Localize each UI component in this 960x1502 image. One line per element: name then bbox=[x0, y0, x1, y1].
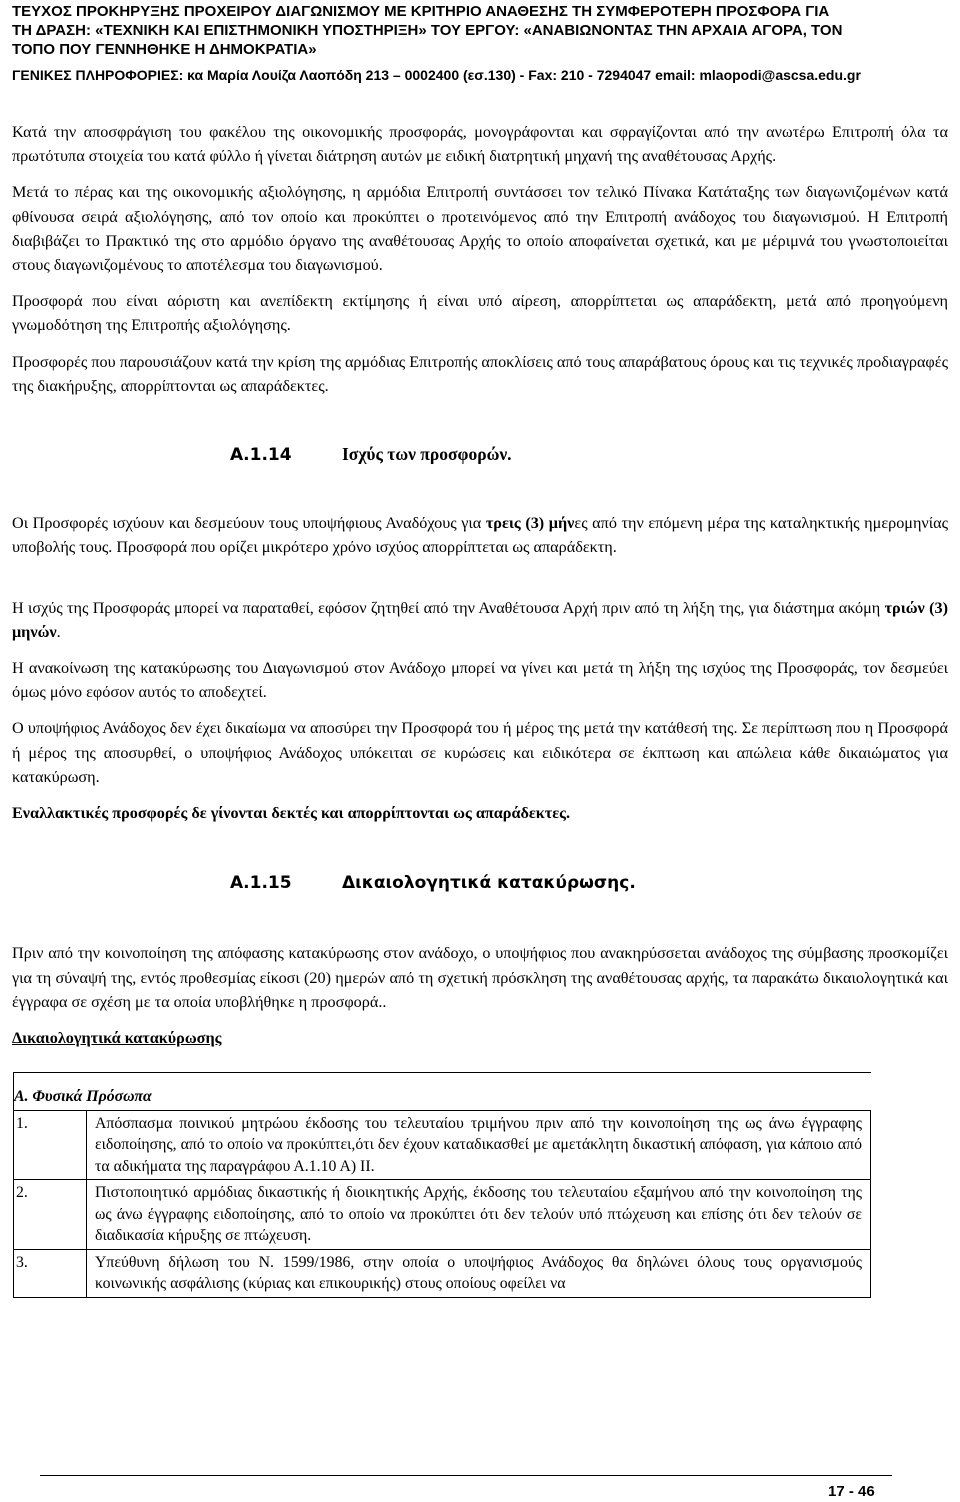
paragraph-bold: Εναλλακτικές προσφορές δε γίνονται δεκτές και απορρίπτονται ως απαράδεκτες. bbox=[12, 804, 571, 823]
section-number: Α.1.15 bbox=[230, 873, 292, 894]
table-row bbox=[14, 1180, 871, 1250]
paragraph: Πριν από την κοινοποίηση της απόφασης κατακύρωσης στον ανάδοχο, ο υποψήφιος που ανακηρύσσεται ανάδοχος της σύμβασης προσκομίζει για τη σύναψή της, εντός προθεσμίας είκοσι (20) ημερών από τη σχετική πρόσκληση της αναθέτουσας αρχής, τα παρακάτω δικαιολογητικά και έγγραφα σε σχέση με τα οποία υποβλήθηκε η προσφορά.. bbox=[12, 944, 948, 1011]
page-header bbox=[12, 2, 950, 85]
section-heading-a114 bbox=[12, 442, 948, 467]
section-number: Α.1.14 bbox=[230, 445, 292, 466]
paragraph bbox=[12, 596, 948, 644]
paragraph: Η ανακοίνωση της κατακύρωσης του Διαγωνισμού στον Ανάδοχο μπορεί να γίνει και μετά τη λήξη της ισχύος της Προσφοράς, τον δεσμεύει όμως μόνο εφόσον αυτός το αποδεχτεί. bbox=[12, 659, 948, 702]
section-title: Ισχύς των προσφορών. bbox=[342, 444, 512, 465]
row-text: Υπεύθυνη δήλωση του Ν. 1599/1986, στην οποία ο υποψήφιος Ανάδοχος θα δηλώνει όλους τους οργανισμούς κοινωνικής ασφάλισης (κύριας και επικουρικής) στους οποίους οφείλει να bbox=[87, 1249, 871, 1297]
documents-table bbox=[13, 1072, 871, 1298]
bold-text: τριών (3) μηνών bbox=[12, 598, 948, 641]
section-heading-a115 bbox=[12, 871, 948, 895]
table-heading: Α. Φυσικά Πρόσωπα bbox=[14, 1073, 871, 1111]
header-line-2: ΤΗ ΔΡΑΣΗ: «ΤΕΧΝΙΚΗ ΚΑΙ ΕΠΙΣΤΗΜΟΝΙΚΗ ΥΠΟΣΤΗΡΙΞΗ» ΤΟΥ ΕΡΓΟΥ: «ΑΝΑΒΙΩΝΟΝΤΑΣ ΤΗΝ ΑΡΧΑΙΑ ΑΓΟΡΑ, ΤΟΝ bbox=[12, 22, 843, 39]
page-number: 17 - 46 bbox=[828, 1483, 875, 1500]
table-row bbox=[14, 1249, 871, 1297]
text-run: Οι Προσφορές ισχύουν και δεσμεύουν τους υποψήφιους Αναδόχους για bbox=[12, 514, 486, 533]
row-number: 3. bbox=[14, 1249, 87, 1297]
text-run: . bbox=[56, 622, 61, 641]
paragraph bbox=[12, 511, 948, 559]
paragraph: Προσφορές που παρουσιάζουν κατά την κρίση της αρμόδιας Επιτροπής αποκλίσεις από τους απαράβατους όρους και τις τεχνικές προδιαγραφές της διακήρυξης, απορρίπτονται ως απαράδεκτες. bbox=[12, 352, 948, 395]
row-number: 1. bbox=[14, 1110, 87, 1180]
header-line-1: ΤΕΥΧΟΣ ΠΡΟΚΗΡΥΞΗΣ ΠΡΟΧΕΙΡΟΥ ΔΙΑΓΩΝΙΣΜΟΥ ΜΕ ΚΡΙΤΗΡΙΟ ΑΝΑΘΕΣΗΣ ΤΗ ΣΥΜΦΕΡΟΤΕΡΗ ΠΡΟΣΦΟΡΑ ΓΙΑ bbox=[12, 3, 830, 20]
section-title: Δικαιολογητικά κατακύρωσης. bbox=[342, 873, 636, 894]
table-header-row bbox=[14, 1073, 871, 1111]
paragraph: Κατά την αποσφράγιση του φακέλου της οικονομικής προσφοράς, μονογράφονται και σφραγίζονται από την ανωτέρω Επιτροπή όλα τα πρωτότυπα στοιχεία του κατά φύλλο ή γίνεται διάτρηση αυτών με ειδική διατρητική μηχανή της αναθέτουσας Αρχής. bbox=[12, 123, 948, 166]
text-run: Η ισχύς της Προσφοράς μπορεί να παραταθεί, εφόσον ζητηθεί από την Αναθέτουσα Αρχή πριν από τη λήξη της, για διάστημα ακόμη bbox=[12, 598, 885, 617]
text-run: ες από την επόμενη μέρα της καταληκτικής ημερομηνίας υποβολής τους. Προσφορά που ορίζει μικρότερο χρόνο ισχύος απορρίπτεται ως απαράδεκτη. bbox=[12, 514, 949, 557]
header-line-3: ΤΟΠΟ ΠΟΥ ΓΕΝΝΗΘΗΚΕ Η ΔΗΜΟΚΡΑΤΙΑ» bbox=[12, 41, 317, 58]
paragraph: Μετά το πέρας και της οικονομικής αξιολόγησης, η αρμόδια Επιτροπή συντάσσει τον τελικό Πίνακα Κατάταξης των διαγωνιζομένων κατά φθίνουσα σειρά αξιολόγησης, από τον οποίο και προκύπτει ο προτεινόμενος από την Επιτροπή ανάδοχος του διαγωνισμού. Η Επιτροπή διαβιβάζει το Πρακτικό της στο αρμόδιο όργανο της αναθέτουσας Αρχής το οποίο αποφαίνεται σχετικά, και με μέριμνά του γνωστοποιείται στους διαγωνιζομένους το αποτέλεσμα του διαγωνισμού. bbox=[12, 183, 948, 275]
row-text: Απόσπασμα ποινικού μητρώου έκδοσης του τελευταίου τριμήνου πριν από την κοινοποίηση της ως άνω έγγραφης ειδοποίησης, από το οποίο να προκύπτει,ότι δεν έχουν καταδικασθεί με αμετάκλητη δικαστική απόφαση, για κάποιο από τα αδικήματα της παραγράφου Α.1.10 Α) ΙΙ. bbox=[87, 1110, 871, 1180]
document-body bbox=[12, 120, 948, 1298]
paragraph: Ο υποψήφιος Ανάδοχος δεν έχει δικαίωμα να αποσύρει την Προσφορά του ή μέρος της μετά την κατάθεσή της. Σε περίπτωση που η Προσφορά ή μέρος της αποσυρθεί, ο υποψήφιος Ανάδοχος υπόκειται σε κυρώσεις και ειδικότερα σε έκπτωση και απώλεια κάθε δικαιώματος για κατακύρωση. bbox=[12, 719, 948, 786]
row-number: 2. bbox=[14, 1180, 87, 1250]
bold-text: τρεις (3) μήν bbox=[485, 514, 575, 533]
row-text: Πιστοποιητικό αρμόδιας δικαστικής ή διοικητικής Αρχής, έκδοσης του τελευταίου εξαμήνου από την κοινοποίηση της ως άνω έγγραφης ειδοποίησης, από το οποίο να προκύπτει ότι δεν τελούν υπό πτώχευση και επίσης ότι δεν τελούν σε διαδικασία κήρυξης σε πτώχευση. bbox=[87, 1180, 871, 1250]
header-contact-info: ΓΕΝΙΚΕΣ ΠΛΗΡΟΦΟΡΙΕΣ: κα Μαρία Λουίζα Λαοπόδη 213 – 0002400 (εσ.130) - Fax: 210 - 7294047 email: mlaopodi@ascsa.edu.gr bbox=[12, 67, 861, 83]
subheading: Δικαιολογητικά κατακύρωσης bbox=[12, 1029, 222, 1048]
footer-divider bbox=[40, 1475, 892, 1476]
paragraph: Προσφορά που είναι αόριστη και ανεπίδεκτη εκτίμησης ή είναι υπό αίρεση, απορρίπτεται ως απαράδεκτη, μετά από προηγούμενη γνωμοδότηση της Επιτροπής αξιολόγησης. bbox=[12, 292, 948, 335]
table-row bbox=[14, 1110, 871, 1180]
